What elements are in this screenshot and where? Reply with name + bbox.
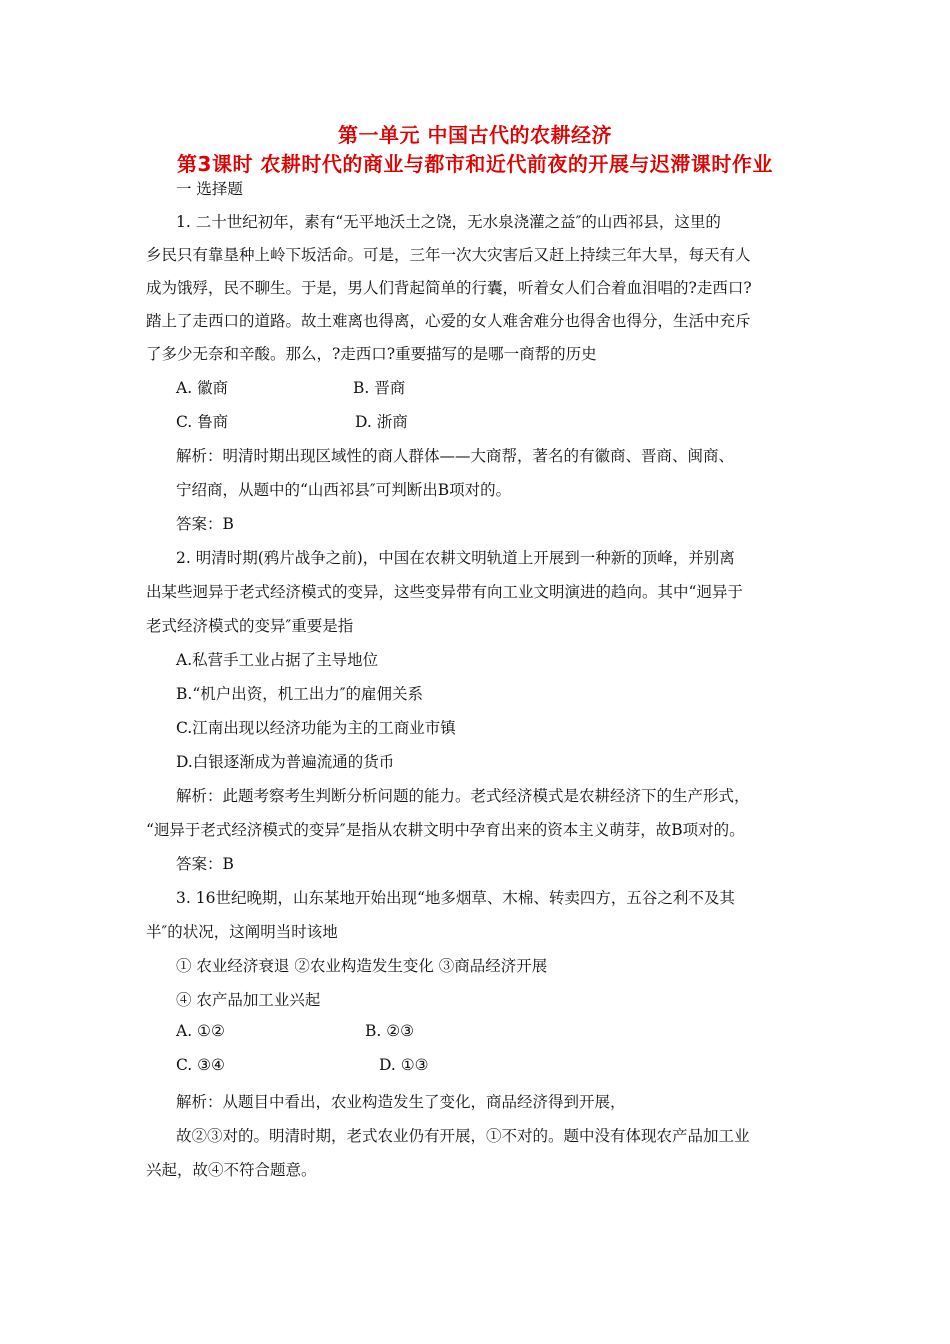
question-1-line: 踏上了走西口的道路。故土难离也得离，心爱的女人难舍难分也得舍也得分，生活中充斥 [146,312,751,330]
q2-analysis: “迥异于老式经济模式的变异″是指从农耕文明中孕育出来的资本主义萌芽，故B项对的。 [146,821,745,839]
q3-option-b: B. ②③ [365,1022,415,1040]
q1-option-a: A. 徽商 [176,379,229,397]
q3-statements: ① 农业经济衰退 ②农业构造发生变化 ③商品经济开展 [176,957,548,975]
document-title: 第一单元 中国古代的农耕经济 [338,123,612,147]
q2-answer: 答案：B [176,855,234,873]
question-3-line: 3. 16世纪晚期，山东某地开始出现“地多烟草、木棉、转卖四方，五谷之利不及其 [176,889,735,907]
question-2-line: 老式经济模式的变异″重要是指 [146,617,354,635]
q1-option-b: B. 晋商 [353,379,406,397]
q1-analysis: 宁绍商，从题中的“山西祁县″可判断出B项对的。 [176,481,512,499]
q3-analysis: 故②③对的。明清时期，老式农业仍有开展，①不对的。题中没有体现农产品加工业 [176,1127,750,1145]
lesson-title: 第3课时 农耕时代的商业与都市和近代前夜的开展与迟滞课时作业 [177,152,773,176]
q1-option-c: C. 鲁商 [176,413,229,431]
q3-statements: ④ 农产品加工业兴起 [176,991,321,1009]
question-1-line: 了多少无奈和辛酸。那么，?走西口?重要描写的是哪一商帮的历史 [146,345,597,363]
q2-option-c: C.江南出现以经济功能为主的工商业市镇 [176,719,456,737]
q3-option-a: A. ①② [176,1022,225,1040]
question-1-line: 乡民只有靠垦种上岭下坂活命。可是，三年一次大灾害后又赶上持续三年大旱，每天有人 [146,246,751,264]
q3-analysis: 解析：从题目中看出，农业构造发生了变化，商品经济得到开展， [176,1093,626,1111]
section-heading: 一 选择题 [176,180,243,198]
question-1-line: 成为饿殍，民不聊生。于是，男人们背起简单的行囊，听着女人们合着血泪唱的?走西口? [146,279,752,297]
q2-analysis: 解析：此题考察考生判断分析问题的能力。老式经济模式是农耕经济下的生产形式， [176,787,750,805]
question-3-line: 半″的状况，这阐明当时该地 [146,923,338,941]
q3-option-d: D. ①③ [379,1056,429,1074]
q2-option-a: A.私营手工业占据了主导地位 [176,651,379,669]
q1-option-d: D. 浙商 [355,413,408,431]
q2-option-b: B.“机户出资，机工出力″的雇佣关系 [176,685,424,703]
q2-option-d: D.白银逐渐成为普遍流通的货币 [176,753,395,771]
question-2-line: 出某些迥异于老式经济模式的变异，这些变异带有向工业文明演进的趋向。其中“迥异于 [146,583,743,601]
question-2-line: 2. 明清时期(鸦片战争之前)，中国在农耕文明轨道上开展到一种新的顶峰，并别离 [176,549,735,567]
q3-analysis: 兴起，故④不符合题意。 [146,1161,317,1179]
q1-answer: 答案：B [176,515,234,533]
q1-analysis: 解析：明清时期出现区域性的商人群体——大商帮，著名的有徽商、晋商、闽商、 [176,447,735,465]
question-1-line: 1. 二十世纪初年，素有“无平地沃土之饶，无水泉浇灌之益″的山西祁县，这里的 [176,213,721,231]
q3-option-c: C. ③④ [176,1056,225,1074]
